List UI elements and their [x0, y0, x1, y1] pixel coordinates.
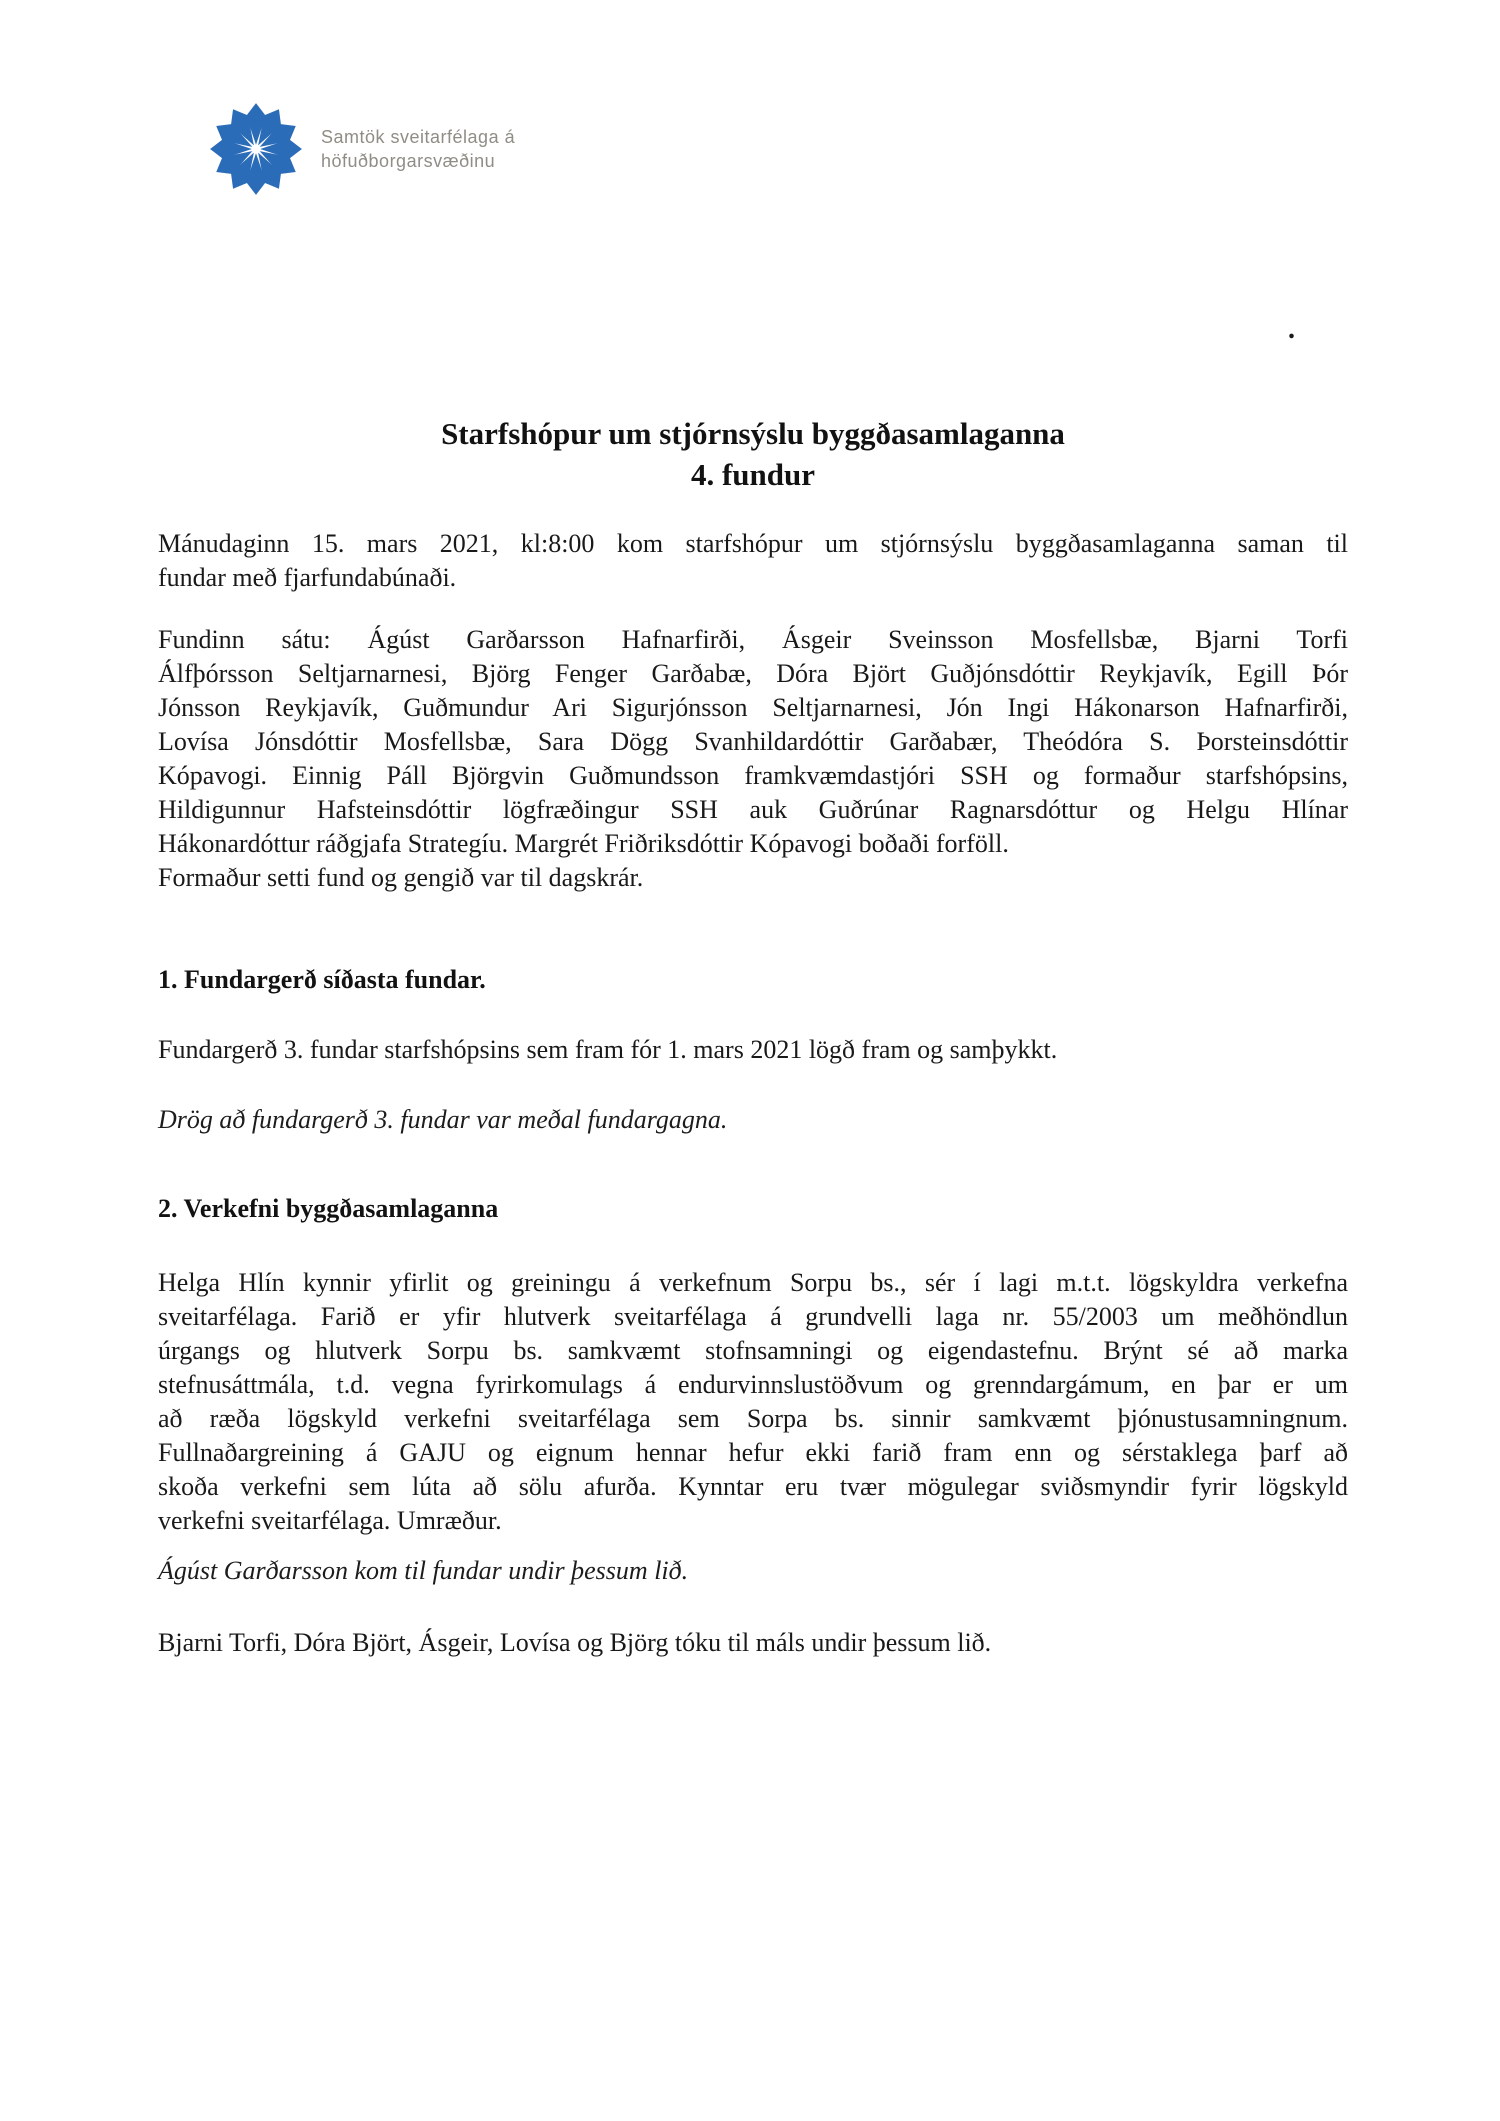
org-name-line1: Samtök sveitarfélaga á [321, 127, 516, 147]
section2-paragraph [158, 1266, 1348, 1538]
text-line: Hildigunnur Hafsteinsdóttir lögfræðingur SSH auk Guðrúnar Ragnarsdóttur og Helgu Hlínar [158, 795, 1348, 824]
text-line: Jónsson Reykjavík, Guðmundur Ari Sigurjónsson Seltjarnarnesi, Jón Ingi Hákonarson Hafnarfirði, [158, 693, 1348, 722]
text-line: Lovísa Jónsdóttir Mosfellsbæ, Sara Dögg Svanhildardóttir Garðabær, Theódóra S. Þorsteinsdóttir [158, 727, 1348, 756]
text-line: Helga Hlín kynnir yfirlit og greiningu á verkefnum Sorpu bs., sér í lagi m.t.t. lögskyldra verkefna [158, 1268, 1348, 1297]
intro-paragraph [158, 527, 1348, 595]
text-line: verkefni sveitarfélaga. Umræður. [158, 1506, 502, 1535]
text-line: Fundinn sátu: Ágúst Garðarsson Hafnarfirði, Ásgeir Sveinsson Mosfellsbæ, Bjarni Torfi [158, 625, 1348, 654]
section2-heading: 2. Verkefni byggðasamlaganna [158, 1194, 499, 1223]
title-line2: 4. fundur [690, 457, 816, 492]
section1-italic-note: Drög að fundargerð 3. fundar var meðal fundargagna. [158, 1105, 728, 1134]
section1-heading: 1. Fundargerð síðasta fundar. [158, 965, 486, 994]
title-line1: Starfshópur um stjórnsýslu byggðasamlaganna [441, 416, 1065, 451]
text-line: Fullnaðargreining á GAJU og eignum hennar hefur ekki farið fram enn og sérstaklega þarf að [158, 1438, 1348, 1467]
document-body [158, 0, 1348, 1660]
text-line: úrgangs og hlutverk Sorpu bs. samkvæmt stofnsamningi og eigendastefnu. Brýnt sé að marka [158, 1336, 1348, 1365]
text-line: stefnusáttmála, t.d. vegna fyrirkomulags á endurvinnslustöðvum og grenndargámum, en þar er um [158, 1370, 1348, 1399]
text-line: skoða verkefni sem lúta að sölu afurða. Kynntar eru tvær mögulegar sviðsmyndir fyrir lögskyld [158, 1472, 1348, 1501]
text-line: fundar með fjarfundabúnaði. [158, 563, 457, 592]
text-line: Kópavogi. Einnig Páll Björgvin Guðmundsson framkvæmdastjóri SSH og formaður starfshópsins, [158, 761, 1348, 790]
section1-paragraph: Fundargerð 3. fundar starfshópsins sem fram fór 1. mars 2021 lögð fram og samþykkt. [158, 1035, 1058, 1064]
section2-closing-paragraph: Bjarni Torfi, Dóra Björt, Ásgeir, Lovísa og Björg tóku til máls undir þessum lið. [158, 1628, 992, 1657]
text-line: Formaður setti fund og gengið var til dagskrár. [158, 863, 644, 892]
text-line: Álfþórsson Seltjarnarnesi, Björg Fenger Garðabæ, Dóra Björt Guðjónsdóttir Reykjavík, Egill Þór [158, 659, 1348, 688]
text-line: Mánudaginn 15. mars 2021, kl:8:00 kom starfshópur um stjórnsýslu byggðasamlaganna saman til [158, 529, 1348, 558]
attendees-paragraph [158, 623, 1348, 895]
text-line: sveitarfélaga. Farið er yfir hlutverk sveitarfélaga á grundvelli laga nr. 55/2003 um meðhöndlun [158, 1302, 1348, 1331]
text-line: að ræða lögskyld verkefni sveitarfélaga sem Sorpa bs. sinnir samkvæmt þjónustusamningnum. [158, 1404, 1348, 1433]
document-title [158, 413, 1348, 495]
section2-italic-note: Ágúst Garðarsson kom til fundar undir þessum lið. [158, 1556, 689, 1585]
text-line: Hákonardóttur ráðgjafa Strategíu. Margrét Friðriksdóttir Kópavogi boðaði forföll. [158, 829, 1009, 858]
org-name-line2: höfuðborgarsvæðinu [321, 151, 496, 171]
scan-artifact-dot: . [1288, 314, 1295, 345]
